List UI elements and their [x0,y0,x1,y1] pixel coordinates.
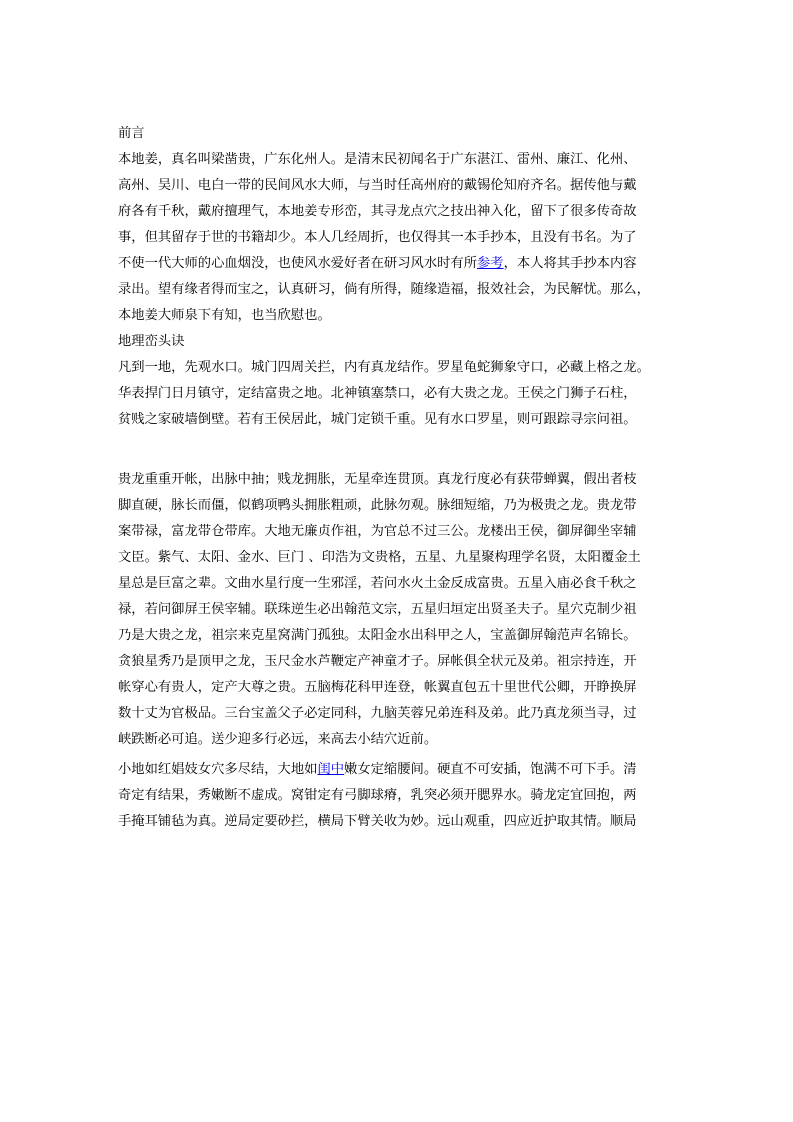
text-line: 凡到一地，先观水口。城门四周关拦，内有真龙结作。罗星龟蛇狮象守口，必藏上格之龙。 [118,360,650,375]
heading-preface: 前言 [118,126,145,141]
paragraph-small-land [118,757,678,835]
text-line: 峡跌断必可追。送少迎多行必远，来高去小结穴近前。 [118,732,438,747]
paragraph-spacer [118,433,678,467]
text-segment: ，本人将其手抄本内容 [503,256,637,271]
paragraph-water-mouth [118,355,678,433]
text-line: 华表捍门日月镇守，定结富贵之地。北神镇塞禁口，必有大贵之龙。王侯之门狮子石柱， [118,386,637,401]
text-line [118,251,678,277]
text-line: 禄，若问御屏王侯宰辅。联珠逆生必出翰范文宗，五星归垣定出贤圣夫子。星穴克制少祖 [118,602,637,617]
text-line: 事，但其留存于世的书籍却少。本人几经周折，也仅得其一本手抄本，且没有书名。为了 [118,230,637,245]
text-line: 贫贱之家破墙倒壁。若有王侯居此，城门定锁千重。见有水口罗星，则可跟踪寻宗问祖。 [118,412,637,427]
paragraph-noble-dragon [118,467,678,753]
text-segment: 嫩女定缩腰间。硬直不可安插，饱满不可下手。清 [344,762,637,777]
text-line: 奇定有结果，秀嫩断不虚成。窝钳定有弓脚球瘠，乳突必须开腮界水。骑龙定宜回抱，两 [118,788,637,803]
text-line: 手掩耳铺毡为真。逆局定要砂拦，横局下臂关收为妙。远山观重，四应近护取其情。顺局 [118,814,637,829]
text-line: 数十丈为官极品。三台宝盖父子必定同科，九脑芙蓉兄弟连科及弟。此乃真龙须当寻，过 [118,706,637,721]
text-line [118,757,678,783]
text-segment: 小地如红娼妓女穴多尽结，大地如 [118,762,318,777]
reference-link[interactable]: 参考 [477,256,504,271]
text-line: 本地姜大师泉下有知，也当欣慰也。 [118,308,331,323]
text-line: 高州、吴川、电白一带的民间风水大师，与当时任高州府的戴锡伦知府齐名。据传他与戴 [118,178,637,193]
text-line: 星总是巨富之辈。文曲水星行度一生邪淫，若问水火土金反成富贵。五星入庙必食千秋之 [118,576,637,591]
text-line: 帐穿心有贵人，定产大尊之贵。五脑梅花科甲连登，帐翼直包五十里世代公卿，开睁换屏 [118,680,637,695]
text-line: 本地姜，真名叫梁凿贵，广东化州人。是清末民初闻名于广东湛江、雷州、廉江、化州、 [118,152,637,167]
text-line: 乃是大贵之龙，祖宗来克星窝满门孤独。太阳金水出科甲之人，宝盖御屏翰范声名锦长。 [118,628,637,643]
text-line: 案带禄，富龙带仓带库。大地无廉贞作祖，为官总不过三公。龙楼出王侯，御屏御坐宰辅 [118,524,637,539]
text-line: 贪狼星秀乃是顶甲之龙，玉尺金水芦鞭定产神童才子。屏帐俱全状元及弟。祖宗持连，开 [118,654,637,669]
text-line: 文臣。紫气、太阳、金水、巨门 、印浩为文贵格，五星、九星聚构理学名贤，太阳覆金土 [118,550,641,565]
heading-section: 地理峦头诀 [118,334,185,349]
text-line: 脚直硬，脉长而僵，似鹤项鸭头拥胀粗顽，此脉勿观。脉细短缩，乃为极贵之龙。贵龙带 [118,498,637,513]
preface-paragraph [118,147,678,329]
text-line: 贵龙重重开帐，出脉中抽；贱龙拥胀，无星牵连贯顶。真龙行度必有获带蝉翼，假出者枝 [118,472,637,487]
document-body [118,121,678,835]
text-line: 府各有千秋，戴府擅理气，本地姜专形峦，其寻龙点穴之技出神入化，留下了很多传奇故 [118,204,637,219]
text-segment: 不使一代大师的心血烟没，也使风水爱好者在研习风水时有所 [118,256,478,271]
text-line: 录出。望有缘者得而宝之，认真研习，倘有所得，随缘造福，报效社会，为民解忧。那么， [118,282,650,297]
boudoir-link[interactable]: 闺中 [317,762,345,777]
